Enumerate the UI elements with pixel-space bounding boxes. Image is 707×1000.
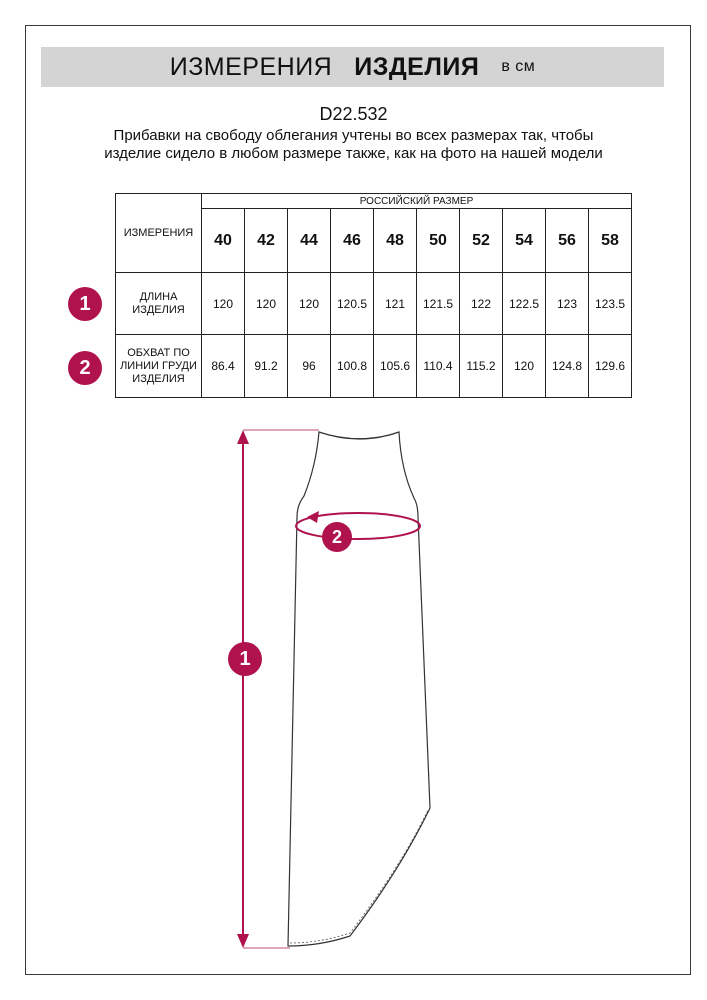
size-header: 46 xyxy=(331,209,374,273)
table-cell: 91.2 xyxy=(245,335,288,398)
size-header: 44 xyxy=(288,209,331,273)
size-header: 56 xyxy=(546,209,589,273)
header-unit: в см xyxy=(501,58,536,75)
table-cell: 86.4 xyxy=(202,335,245,398)
table-cell: 120 xyxy=(202,273,245,335)
table-cell: 115.2 xyxy=(460,335,503,398)
size-header: 40 xyxy=(202,209,245,273)
diagram-marker-2: 2 xyxy=(322,522,352,552)
table-cell: 122 xyxy=(460,273,503,335)
table-cell: 124.8 xyxy=(546,335,589,398)
table-cell: 110.4 xyxy=(417,335,460,398)
table-cell: 120 xyxy=(503,335,546,398)
table-cell: 121 xyxy=(374,273,417,335)
size-header: 48 xyxy=(374,209,417,273)
table-cell: 120 xyxy=(288,273,331,335)
size-header: 42 xyxy=(245,209,288,273)
header-measurements: ИЗМЕРЕНИЯ xyxy=(169,52,333,81)
size-header: 52 xyxy=(460,209,503,273)
size-header: 58 xyxy=(589,209,632,273)
article-code: D22.532 xyxy=(319,104,388,124)
header-product: ИЗДЕЛИЯ xyxy=(354,52,480,81)
row-label-bust: ОБХВАТ ПО ЛИНИИ ГРУДИ ИЗДЕЛИЯ xyxy=(116,335,202,398)
diagram-marker-1: 1 xyxy=(228,642,262,676)
table-cell: 120.5 xyxy=(331,273,374,335)
row-number-badge-2: 2 xyxy=(68,351,102,385)
table-cell: 123.5 xyxy=(589,273,632,335)
table-cell: 120 xyxy=(245,273,288,335)
table-cell: 100.8 xyxy=(331,335,374,398)
table-cell: 122.5 xyxy=(503,273,546,335)
row-number-badge-1: 1 xyxy=(68,287,102,321)
table-cell: 96 xyxy=(288,335,331,398)
row-label-length: ДЛИНА ИЗДЕЛИЯ xyxy=(116,273,202,335)
size-header: 50 xyxy=(417,209,460,273)
table-cell: 105.6 xyxy=(374,335,417,398)
measurements-header: ИЗМЕРЕНИЯ xyxy=(116,194,202,273)
table-cell: 129.6 xyxy=(589,335,632,398)
table-cell: 121.5 xyxy=(417,273,460,335)
dress-outline xyxy=(288,432,430,946)
fit-note: Прибавки на свободу облегания учтены во всех размерах так, чтобы изделие сидело в любом размере также, как на фото на нашей модели xyxy=(104,127,603,162)
table-cell: 123 xyxy=(546,273,589,335)
size-system-header: РОССИЙСКИЙ РАЗМЕР xyxy=(202,194,632,209)
size-header: 54 xyxy=(503,209,546,273)
